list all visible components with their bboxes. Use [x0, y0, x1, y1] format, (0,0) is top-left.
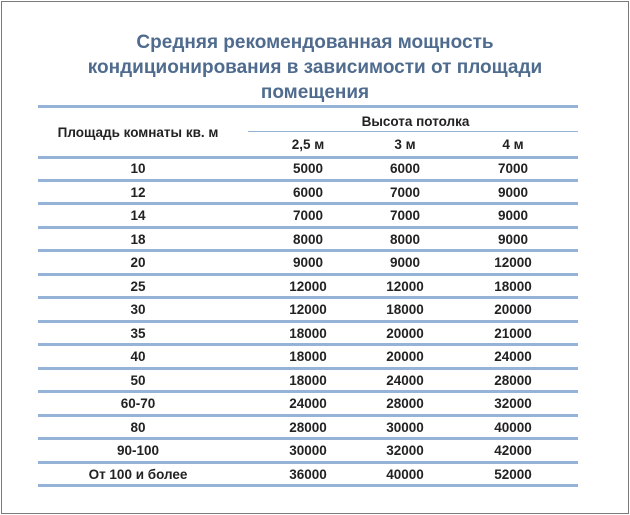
value-cell-3m: 8000	[389, 231, 421, 247]
table-row	[38, 157, 578, 181]
value-cell-4m: 7000	[497, 161, 529, 176]
area-cell: 80	[130, 419, 146, 435]
area-cell: 20	[130, 255, 146, 270]
value-cell-4m: 21000	[494, 325, 532, 341]
value-cell-4m: 9000	[497, 208, 529, 223]
table-row	[38, 392, 578, 416]
value-cell-4m: 24000	[494, 349, 532, 364]
value-cell-3m: 12000	[386, 278, 424, 294]
area-cell: 10	[130, 161, 146, 176]
title-line-3: помещения	[260, 82, 370, 103]
area-cell: 50	[130, 372, 146, 388]
area-cell: 35	[130, 325, 146, 341]
value-cell-2-5m: 36000	[289, 466, 327, 482]
area-cell: 18	[130, 231, 146, 247]
area-cell: 90-100	[116, 443, 160, 458]
value-cell-2-5m: 6000	[292, 184, 324, 200]
value-cell-4m: 28000	[494, 372, 532, 388]
page-title	[40, 30, 590, 105]
value-cell-2-5m: 18000	[289, 372, 327, 388]
value-cell-3m: 30000	[386, 419, 424, 435]
group-header-divider	[248, 131, 578, 132]
table-row	[38, 275, 578, 299]
table-top-border	[38, 105, 578, 108]
value-cell-3m: 9000	[389, 255, 421, 270]
value-cell-3m: 20000	[386, 325, 424, 341]
row-divider	[38, 484, 578, 487]
value-cell-2-5m: 5000	[292, 161, 324, 176]
value-cell-3m: 6000	[389, 161, 421, 176]
value-cell-3m: 20000	[386, 349, 424, 364]
table-row	[38, 369, 578, 393]
table-row	[38, 416, 578, 440]
table-row	[38, 463, 578, 487]
value-cell-3m: 7000	[389, 184, 421, 200]
area-cell: От 100 и более	[88, 466, 188, 482]
area-cell: 60-70	[120, 396, 156, 411]
value-cell-4m: 9000	[497, 184, 529, 200]
value-cell-2-5m: 12000	[289, 278, 327, 294]
value-cell-2-5m: 8000	[292, 231, 324, 247]
area-column-header: Площадь комнаты кв. м	[57, 125, 219, 140]
table-row	[38, 228, 578, 252]
title-line-2: кондиционирования в зависимости от площади	[87, 57, 543, 78]
value-cell-3m: 7000	[389, 208, 421, 223]
value-cell-4m: 32000	[494, 396, 532, 411]
value-cell-3m: 24000	[386, 372, 424, 388]
column-header-2-5m: 2,5 м	[291, 137, 325, 152]
title-line-1: Средняя рекомендованная мощность	[136, 32, 494, 53]
area-cell: 30	[130, 302, 146, 317]
value-cell-2-5m: 18000	[289, 325, 327, 341]
value-cell-4m: 9000	[497, 231, 529, 247]
area-cell: 25	[130, 278, 146, 294]
value-cell-3m: 40000	[386, 466, 424, 482]
value-cell-2-5m: 12000	[289, 302, 327, 317]
column-header-3m: 3 м	[394, 137, 416, 152]
value-cell-2-5m: 9000	[292, 255, 324, 270]
column-header-4m: 4 м	[502, 137, 524, 152]
table-row	[38, 251, 578, 275]
value-cell-2-5m: 18000	[289, 349, 327, 364]
ceiling-height-header: Высота потолка	[361, 114, 470, 129]
value-cell-2-5m: 24000	[289, 396, 327, 411]
value-cell-4m: 20000	[494, 302, 532, 317]
table-row	[38, 204, 578, 228]
table-row	[38, 439, 578, 463]
value-cell-2-5m: 30000	[289, 443, 327, 458]
value-cell-3m: 28000	[386, 396, 424, 411]
table-row	[38, 322, 578, 346]
value-cell-4m: 18000	[494, 278, 532, 294]
value-cell-4m: 52000	[494, 466, 532, 482]
value-cell-3m: 32000	[386, 443, 424, 458]
area-cell: 12	[130, 184, 146, 200]
table-row	[38, 181, 578, 205]
value-cell-4m: 42000	[494, 443, 532, 458]
table-row	[38, 298, 578, 322]
value-cell-2-5m: 28000	[289, 419, 327, 435]
value-cell-2-5m: 7000	[292, 208, 324, 223]
area-cell: 40	[130, 349, 146, 364]
value-cell-4m: 40000	[494, 419, 532, 435]
area-cell: 14	[130, 208, 146, 223]
value-cell-3m: 18000	[386, 302, 424, 317]
value-cell-4m: 12000	[494, 255, 532, 270]
table-row	[38, 345, 578, 369]
